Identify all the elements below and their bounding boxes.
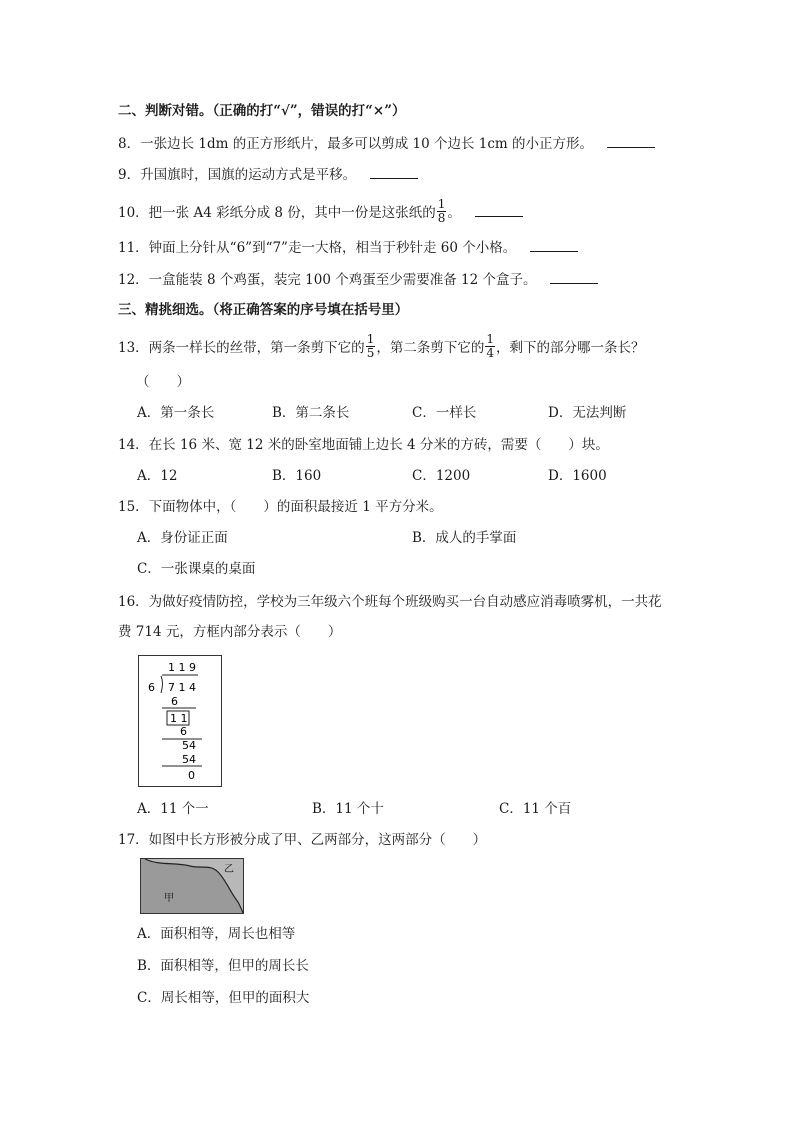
fraction-denominator: 5: [366, 346, 375, 360]
quotient: 1 1 9: [168, 661, 196, 674]
option-14-d[interactable]: D．1600: [548, 468, 607, 484]
question-9: [118, 165, 418, 185]
answer-paren-13[interactable]: （ ）: [136, 374, 190, 390]
section-choose-title: 三、精挑细选。（将正确答案的序号填在括号里）: [118, 302, 409, 318]
question-17: 17．如图中长方形被分成了甲、乙两部分，这两部分（ ）: [118, 832, 487, 848]
fraction-denominator: 8: [437, 211, 446, 225]
question-16-line2: 费 714 元，方框内部分表示（ ）: [118, 624, 342, 640]
remainder: 0: [188, 769, 195, 782]
step-3: 54: [182, 739, 196, 752]
section-judge-title: 二、判断对错。（正确的打“√”，错误的打“×”）: [118, 103, 406, 119]
option-16-a[interactable]: A．11 个一: [137, 801, 209, 817]
fraction-numerator: 1: [486, 332, 494, 346]
option-14-c[interactable]: C．1200: [412, 468, 471, 484]
answer-blank-11[interactable]: [530, 238, 578, 252]
question-9-text: 9．升国旗时，国旗的运动方式是平移。: [118, 167, 357, 183]
question-10-text: 10．把一张 A4 彩纸分成 8 份，其中一份是这张纸的: [118, 205, 436, 221]
fraction-one-fourth: [485, 333, 495, 360]
answer-blank-10[interactable]: [475, 203, 523, 217]
question-13-part3: ，剩下的部分哪一条长？: [495, 340, 645, 356]
label-yi: 乙: [224, 864, 234, 875]
question-13-part2: ，第二条剪下它的: [376, 340, 485, 356]
label-jia: 甲: [164, 893, 174, 904]
step-1: 6: [171, 695, 178, 708]
option-14-a[interactable]: A．12: [137, 468, 178, 484]
divisor: 6: [148, 681, 155, 694]
divided-rectangle-figure: [140, 858, 244, 914]
question-12: [118, 270, 598, 290]
boxed-digits: 1 1: [170, 712, 188, 725]
question-11-text: 11．钟面上分针从“6”到“7”走一大格，相当于秒针走 60 个小格。: [118, 240, 517, 256]
option-13-a[interactable]: A．第一条长: [137, 405, 215, 421]
option-13-d[interactable]: D．无法判断: [548, 405, 627, 421]
option-15-b[interactable]: B．成人的手掌面: [412, 530, 517, 546]
question-11: [118, 238, 578, 258]
answer-blank-8[interactable]: [607, 134, 655, 148]
option-13-c[interactable]: C．一样长: [412, 405, 477, 421]
fraction-numerator: 1: [366, 332, 375, 346]
answer-blank-12[interactable]: [550, 270, 598, 284]
fraction-one-eighth: [437, 198, 447, 225]
question-14: 14．在长 16 米、宽 12 米的卧室地面铺上边长 4 分米的方砖，需要（ ）块。: [118, 437, 609, 453]
option-16-b[interactable]: B．11 个十: [312, 801, 384, 817]
question-15: 15．下面物体中，（ ）的面积最接近 1 平方分米。: [118, 499, 443, 515]
question-12-text: 12．一盒能装 8 个鸡蛋，装完 100 个鸡蛋至少需要准备 12 个盒子。: [118, 272, 537, 288]
step-2: 6: [180, 725, 187, 738]
question-13-part1: 13．两条一样长的丝带，第一条剪下它的: [118, 340, 365, 356]
option-17-b[interactable]: B．面积相等，但甲的周长长: [137, 958, 309, 974]
fraction-numerator: 1: [437, 197, 446, 211]
question-13: [118, 332, 645, 362]
answer-blank-9[interactable]: [370, 165, 418, 179]
step-4: 54: [182, 753, 196, 766]
question-10-end: 。: [447, 205, 461, 221]
question-8-text: 8．一张边长 1dm 的正方形纸片，最多可以剪成 10 个边长 1cm 的小正方形。: [118, 136, 593, 152]
option-15-a[interactable]: A．身份证正面: [137, 530, 228, 546]
fraction-denominator: 4: [486, 346, 494, 360]
question-10: [118, 197, 523, 227]
option-13-b[interactable]: B．第二条长: [272, 405, 350, 421]
question-16-line1: 16．为做好疫情防控，学校为三年级六个班每个班级购买一台自动感应消毒喷雾机，一共花: [118, 594, 662, 610]
option-14-b[interactable]: B．160: [272, 468, 322, 484]
option-15-c[interactable]: C．一张课桌的桌面: [137, 561, 256, 577]
long-division-figure: [138, 655, 222, 787]
option-17-c[interactable]: C．周长相等，但甲的面积大: [137, 990, 310, 1006]
option-16-c[interactable]: C．11 个百: [499, 801, 572, 817]
dividend: 7 1 4: [168, 681, 196, 694]
option-17-a[interactable]: A．面积相等，周长也相等: [137, 926, 296, 942]
fraction-one-fifth: [366, 333, 376, 360]
question-8: [118, 134, 655, 154]
